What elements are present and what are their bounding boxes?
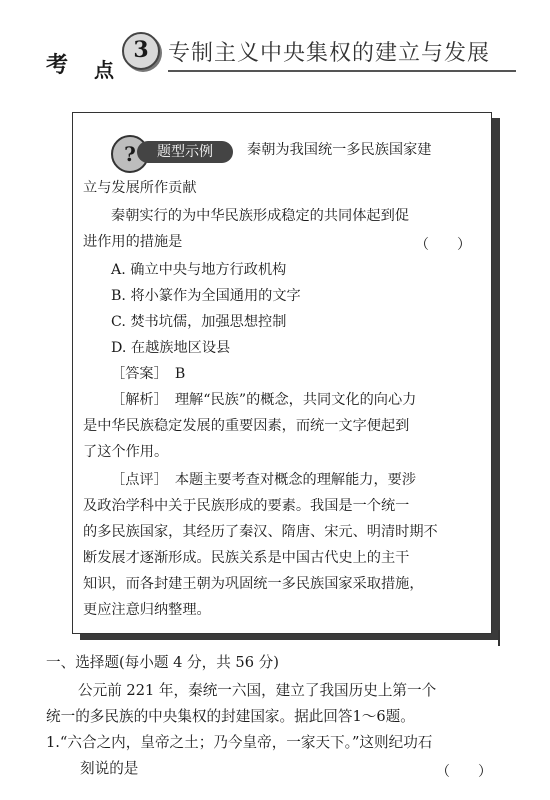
option-c: C. 焚书坑儒，加强思想控制 <box>111 314 287 330</box>
analysis-line-2: 是中华民族稳定发展的重要因素，而统一文字便起到 <box>83 418 410 434</box>
intro-line-1: 公元前 221 年，秦统一六国，建立了我国历史上第一个 <box>78 682 437 699</box>
card-corner-mark <box>498 630 500 646</box>
kaodian-emblem <box>36 26 166 90</box>
topic-line-1: 秦朝为我国统一多民族国家建 <box>247 142 432 158</box>
question-line-2: 进作用的措施是 <box>83 234 183 250</box>
kao-char: 考 <box>46 52 69 78</box>
badge-label: 题型示例 <box>137 141 233 163</box>
comment-line-4: 断发展才逐渐形成。民族关系是中国古代史上的主干 <box>83 550 410 566</box>
comment-line-6: 更应注意归纳整理。 <box>83 602 211 618</box>
question-1-paren: （ ） <box>436 764 492 780</box>
dian-char: 点 <box>94 58 114 82</box>
question-line-1: 秦朝实行的为中华民族形成稳定的共同体起到促 <box>111 208 409 224</box>
answer-paren: （ ） <box>415 237 471 253</box>
topic-number-badge: 3 <box>122 32 160 70</box>
comment-line-1: ［点评］ 本题主要考查对概念的理解能力，要涉 <box>111 472 417 488</box>
comment-line-2: 及政治学科中关于民族形成的要素。我国是一个统一 <box>83 498 410 514</box>
question-1-line-1: 1.“六合之内，皇帝之土；乃今皇帝，一家天下。”这则纪功石 <box>46 734 433 751</box>
question-1-line-2: 刻说的是 <box>80 760 139 777</box>
intro-line-2: 统一的多民族的中央集权的封建国家。据此回答1～6题。 <box>46 708 415 725</box>
example-card <box>72 112 492 634</box>
analysis-line-1: ［解析］ 理解“民族”的概念，共同文化的向心力 <box>111 392 417 408</box>
option-d: D. 在越族地区设县 <box>111 340 231 356</box>
answer-line: ［答案］ B <box>111 366 186 382</box>
option-a: A. 确立中央与地方行政机构 <box>111 262 287 278</box>
section-heading: 一、选择题(每小题 4 分，共 56 分) <box>46 654 279 671</box>
section-header <box>36 18 516 90</box>
option-b: B. 将小篆作为全国通用的文字 <box>111 288 301 304</box>
comment-line-3: 的多民族国家，其经历了秦汉、隋唐、宋元、明清时期不 <box>83 524 438 540</box>
example-badge <box>111 135 235 165</box>
section-title: 专制主义中央集权的建立与发展 <box>168 41 491 66</box>
analysis-line-3: 了这个作用。 <box>83 444 169 460</box>
question-bubble-icon: ? <box>111 135 149 173</box>
topic-line-2: 立与发展所作贡献 <box>83 180 197 196</box>
comment-line-5: 知识，而各封建王朝为巩固统一多民族国家采取措施， <box>83 576 424 592</box>
title-underline <box>168 70 516 72</box>
